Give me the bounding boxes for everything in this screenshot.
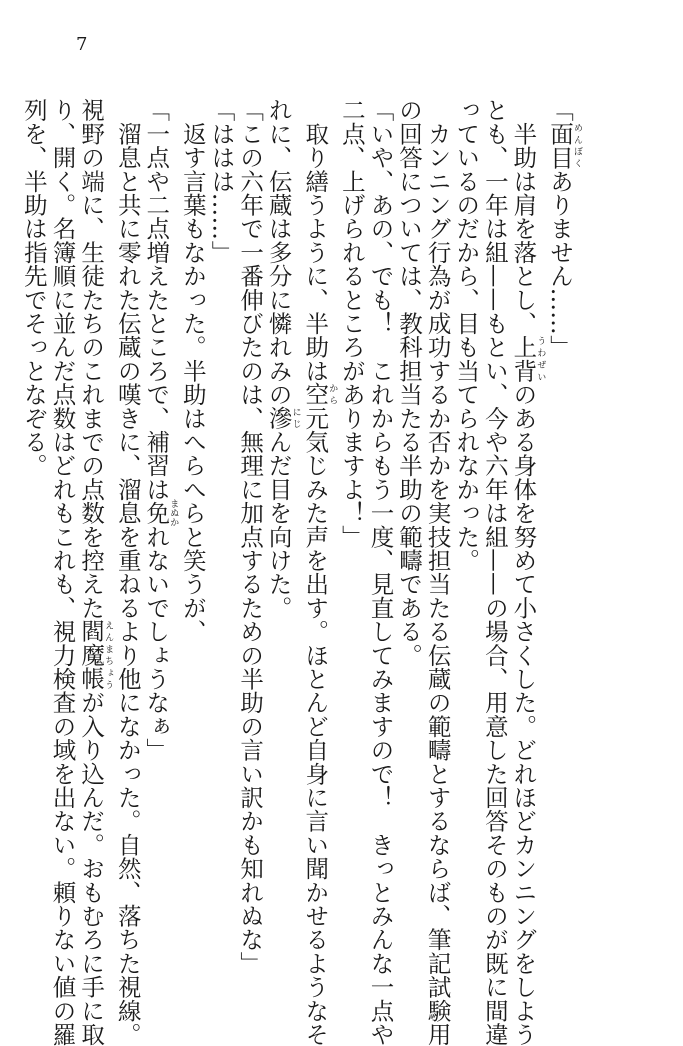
ruby-annotation [301, 382, 338, 407]
text-segment: れに、伝蔵は多分に憐れみの [264, 98, 293, 407]
text-segment: 視野の端に、生徒たちのこれまでの点数を控えた [77, 98, 106, 620]
text-line [77, 98, 114, 1046]
text-segment: とも、一年は組——もとい、今や六年は組——の場合、用意した回答そのものが既に間違 [480, 98, 509, 1046]
ruby-annotation [264, 406, 301, 430]
text-segment: 半助は肩を落とし、 [509, 98, 538, 335]
text-segment: 元気じみた声を出す。ほとんど自身に言い聞かせるようなそ [301, 406, 330, 1046]
text-line [366, 98, 395, 1046]
ruby-base: 上背 [509, 335, 538, 383]
ruby-base: 滲 [264, 406, 293, 430]
text-segment: 「一点や二点増えたところで、補習は [142, 98, 171, 501]
text-segment: 「ははは……」 [207, 98, 236, 264]
text-segment: が入り込んだ。おもむろに手に取 [77, 690, 106, 1046]
text-segment: り、開く。名簿順に並んだ点数はどれもこれも、視力検査の域を出ない。頼りない値の羅 [48, 98, 77, 1046]
ruby-base: 閻魔帳 [77, 619, 106, 691]
text-line [235, 98, 265, 975]
text-line [337, 98, 366, 968]
text-segment: ありません……」 [546, 169, 574, 359]
body-text [19, 98, 582, 1046]
ruby-base: 面目 [546, 121, 574, 170]
text-line [48, 98, 77, 1046]
text-line [423, 98, 452, 1046]
text-line [480, 98, 509, 1046]
ruby-reading: から [327, 382, 338, 407]
text-segment: れないでしょうなぁ」 [142, 524, 171, 762]
text-line [509, 98, 546, 1046]
text-segment: 「いや、あの、でも！ これからもう一度、見直してみますので！ きっとみんな一点や [366, 98, 395, 1046]
ruby-base: 免 [142, 498, 171, 527]
text-segment: 溜息と共に零れた伝蔵の嘆きに、溜息を重ねるより他になかった。自然、落ちた視線。 [113, 98, 142, 1046]
ruby-reading: まぬか [168, 498, 179, 527]
text-segment: 列を、半助は指先でそっとなぞる。 [19, 98, 48, 478]
text-line [452, 98, 481, 968]
text-segment: 返す言葉もなかった。半助はへらへらと笑うが、 [178, 98, 207, 644]
text-line [207, 98, 236, 968]
text-segment: のある身体を努めて小さくした。どれほどカンニングをしよう [509, 382, 538, 1046]
text-segment: 二点、上げられるところがありますよ！」 [337, 98, 366, 549]
ruby-annotation [77, 619, 114, 691]
text-line [19, 98, 48, 968]
ruby-annotation [509, 335, 546, 383]
text-line [301, 98, 338, 1046]
text-segment: んだ目を向けた。 [264, 429, 293, 620]
ruby-reading: めんぼく [572, 121, 582, 170]
text-segment: カンニング行為が成功するか否かを実技担当たる伝蔵の範疇とするならば、筆記試験用 [423, 98, 452, 1046]
text-segment: 「 [546, 98, 574, 122]
text-line [394, 98, 423, 968]
text-segment: 「この六年で一番伸びたのは、無理に加点するための半助の言い訳かも知れぬな」 [236, 98, 265, 975]
text-segment: の回答については、教科担当たる半助の範疇である。 [395, 98, 424, 667]
page-number: 7 [76, 34, 88, 55]
text-segment: 取り繕うように、半助は [301, 98, 330, 383]
ruby-annotation [142, 498, 179, 527]
ruby-reading: えんまちょう [103, 619, 114, 691]
ruby-base: 空 [301, 382, 330, 407]
ruby-reading: にじ [290, 406, 301, 430]
text-line [545, 98, 582, 968]
text-segment: っているのだから、目も当てられなかった。 [452, 98, 481, 572]
text-line [142, 98, 179, 968]
ruby-reading: うわぜい [535, 335, 546, 383]
text-line [264, 98, 301, 968]
text-line [178, 98, 207, 968]
ruby-annotation [546, 121, 582, 170]
text-line [113, 98, 142, 1046]
